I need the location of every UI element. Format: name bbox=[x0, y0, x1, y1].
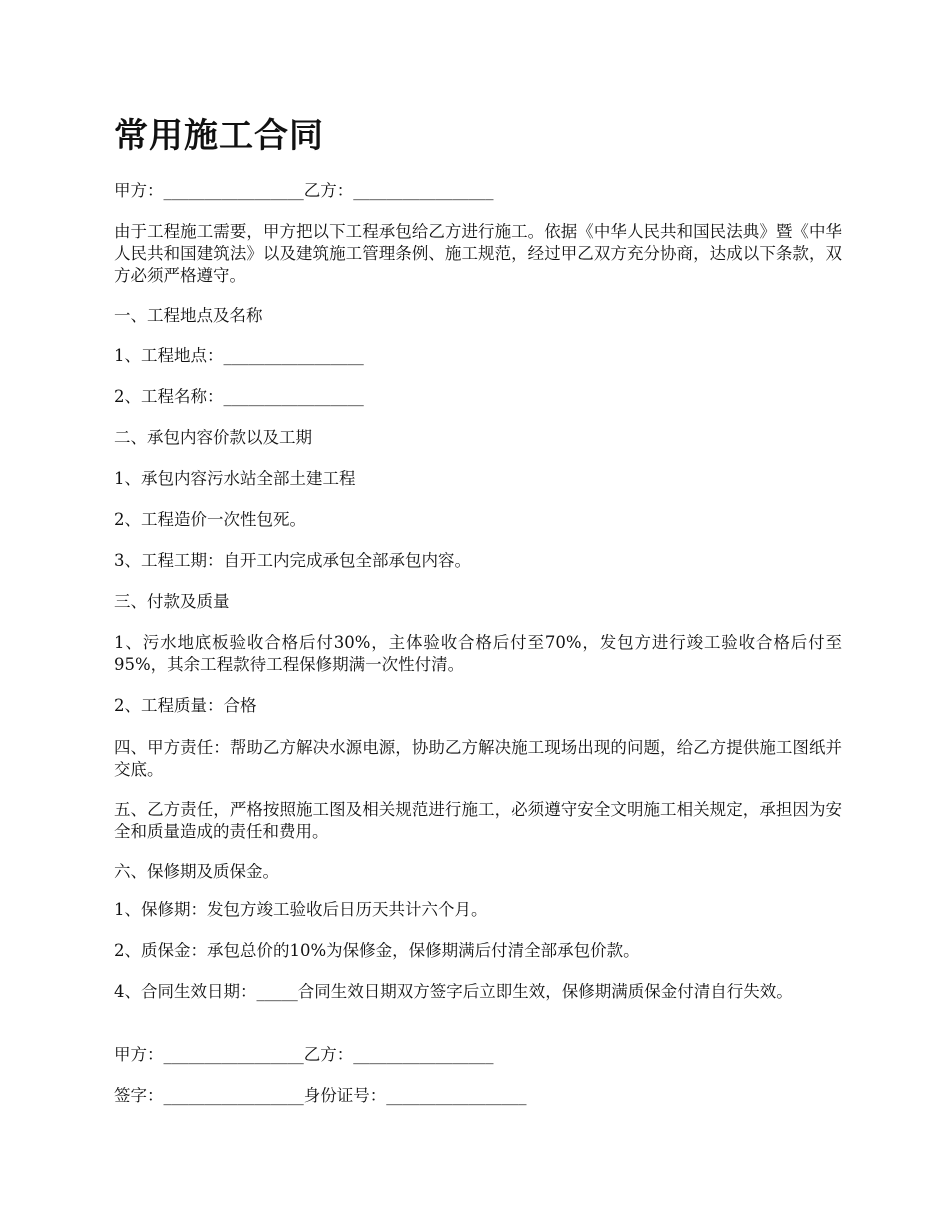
section-heading-2: 二、承包内容价款以及工期 bbox=[114, 428, 312, 447]
clause-project-location: 1、工程地点：_________________ bbox=[114, 346, 364, 365]
clause-project-name: 2、工程名称：_________________ bbox=[114, 387, 364, 406]
clause-construction-period: 3、工程工期：自开工内完成承包全部承包内容。 bbox=[114, 551, 471, 570]
clause-contract-price: 2、工程造价一次性包死。 bbox=[114, 510, 306, 529]
section-party-a-duties: 四、甲方责任：帮助乙方解决水源电源，协助乙方解决施工现场出现的问题，给乙方提供施工图纸并交底。 bbox=[114, 738, 842, 779]
clause-contract-scope: 1、承包内容污水站全部土建工程 bbox=[114, 469, 356, 488]
clause-payment-terms: 1、污水地底板验收合格后付30%，主体验收合格后付至70%，发包方进行竣工验收合格后付至95%，其余工程款待工程保修期满一次性付清。 bbox=[114, 633, 842, 674]
party-line-top: 甲方：_________________乙方：_________________ bbox=[114, 181, 494, 200]
section-heading-1: 一、工程地点及名称 bbox=[114, 306, 263, 325]
clause-warranty-deposit: 2、质保金：承包总价的10%为保修金，保修期满后付清全部承包价款。 bbox=[114, 941, 640, 960]
clause-effective-date: 4、合同生效日期：_____合同生效日期双方签字后立即生效，保修期满质保金付清自行失效。 bbox=[114, 982, 793, 1001]
section-heading-3: 三、付款及质量 bbox=[114, 592, 230, 611]
clause-warranty-period: 1、保修期：发包方竣工验收后日历天共计六个月。 bbox=[114, 900, 488, 919]
section-party-b-duties: 五、乙方责任，严格按照施工图及相关规范进行施工，必须遵守安全文明施工相关规定，承担因为安全和质量造成的责任和费用。 bbox=[114, 800, 842, 841]
clause-quality: 2、工程质量：合格 bbox=[114, 696, 257, 715]
signature-line: 签字：_________________身份证号：_________________ bbox=[114, 1086, 527, 1105]
section-heading-6: 六、保修期及质保金。 bbox=[114, 862, 279, 881]
preamble-paragraph: 由于工程施工需要，甲方把以下工程承包给乙方进行施工。依据《中华人民共和国民法典》暨《中华人民共和国建筑法》以及建筑施工管理条例、施工规范，经过甲乙双方充分协商，达成以下条款，双方必须严格遵守。 bbox=[114, 222, 842, 285]
party-line-bottom: 甲方：_________________乙方：_________________ bbox=[114, 1045, 494, 1064]
document-title: 常用施工合同 bbox=[114, 116, 324, 156]
